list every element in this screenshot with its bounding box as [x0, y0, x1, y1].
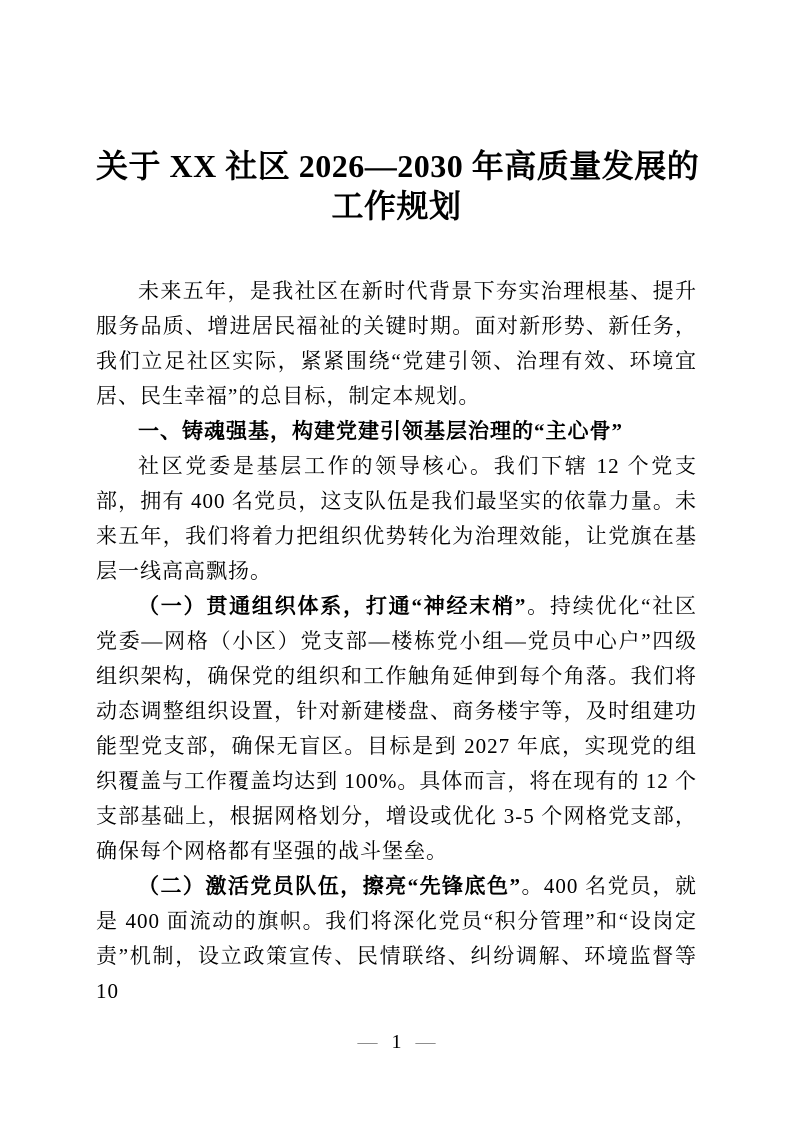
- page-number-dash-left: —: [357, 1031, 378, 1053]
- item-2-paragraph: [96, 869, 697, 1009]
- item-1-paragraph: [96, 589, 697, 869]
- document-title: [96, 146, 700, 226]
- item-1-text: 。持续优化“社区党委—网格（小区）党支部—楼栋党小组—党员中心户”四级组织架构，确保党的组织和工作触角延伸到每个角落。我们将动态调整组织设置，针对新建楼盘、商务楼宇等，及时组建功能型党支部，确保无盲区。目标是到 2027 年底，实现党的组织覆盖与工作覆盖均达到 100%。具体而言，将在现有的 12 个支部基础上，根据网格划分，增设或优化 3-5 个网格党支部，确保每个网格都有坚强的战斗堡垒。: [96, 594, 698, 863]
- section-1-heading: 一、铸魂强基，构建党建引领基层治理的“主心骨”: [138, 419, 623, 443]
- item-1-lead: （一）贯通组织体系，打通“神经末梢”: [138, 594, 527, 618]
- intro-paragraph: 未来五年，是我社区在新时代背景下夯实治理根基、提升服务品质、增进居民福祉的关键时期。面对新形势、新任务，我们立足社区实际，紧紧围绕“党建引领、治理有效、环境宜居、民生幸福”的总目标，制定本规划。: [96, 279, 697, 408]
- item-2-lead: （二）激活党员队伍，擦亮“先锋底色”: [138, 874, 521, 898]
- document-content: [96, 146, 700, 1009]
- title-line-2: 工作规划: [331, 188, 462, 224]
- page-number-value: 1: [391, 1031, 402, 1053]
- page-number-dash-right: —: [415, 1031, 436, 1053]
- page-number: [0, 1030, 793, 1054]
- title-line-1: 关于 XX 社区 2026—2030 年高质量发展的: [96, 148, 700, 184]
- section-1-paragraph: 社区党委是基层工作的领导核心。我们下辖 12 个党支部，拥有 400 名党员，这支队伍是我们最坚实的依靠力量。未来五年，我们将着力把组织优势转化为治理效能，让党旗在基层一线高高飘扬。: [96, 454, 697, 583]
- item-2-text: 。400 名党员，就是 400 面流动的旗帜。我们将深化党员“积分管理”和“设岗定责”机制，设立政策宣传、民情联络、纠纷调解、环境监督等 10: [96, 874, 697, 1003]
